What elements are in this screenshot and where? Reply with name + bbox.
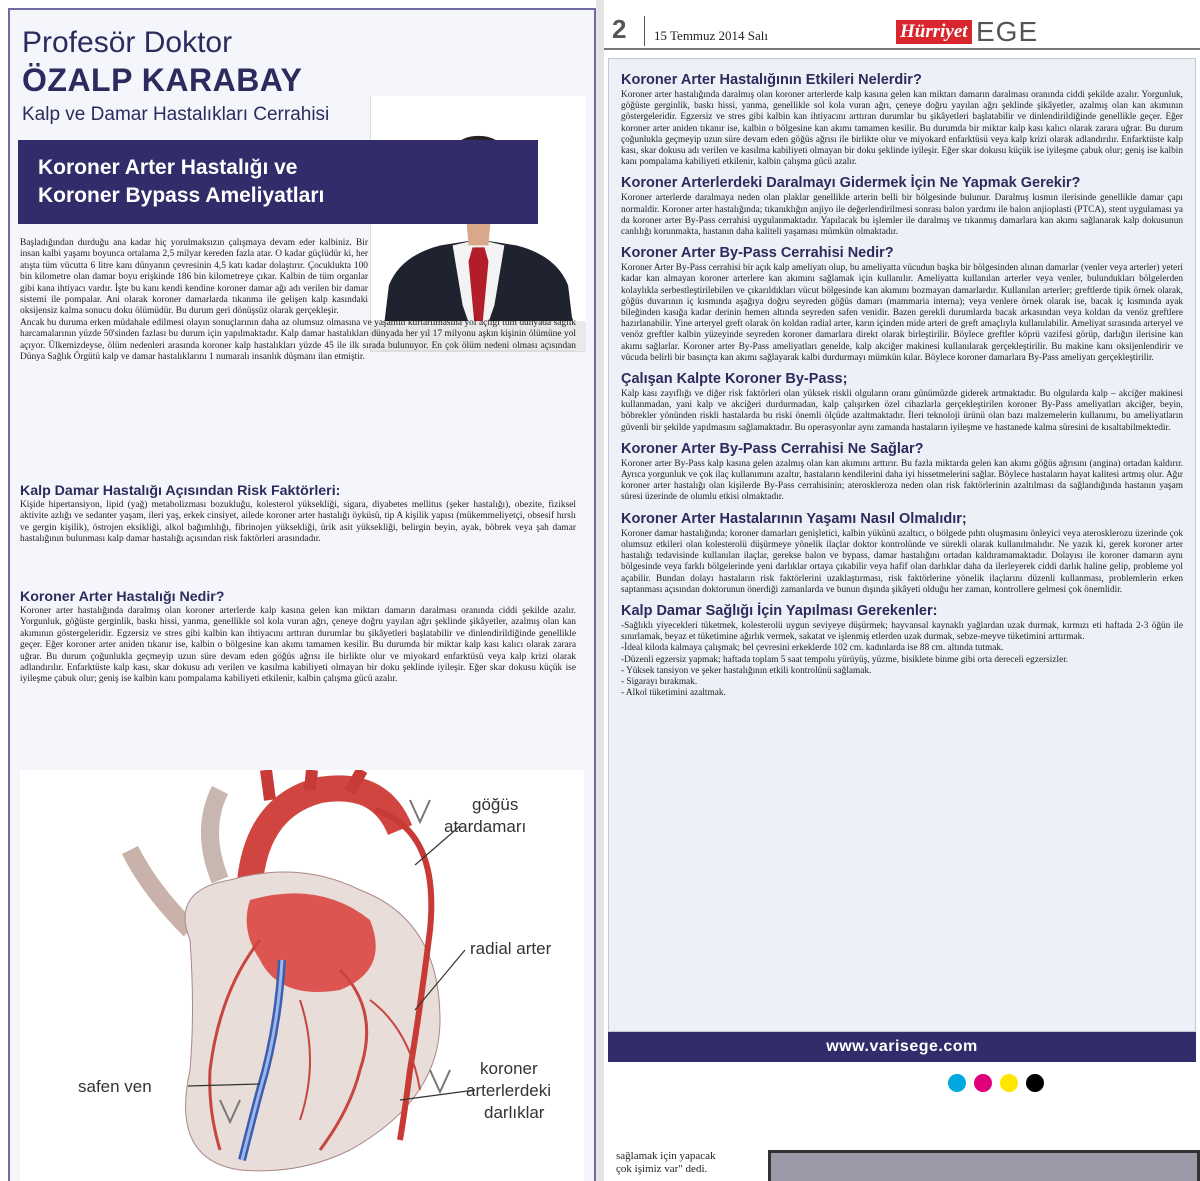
black-dot <box>1026 1074 1044 1092</box>
header-divider <box>644 16 645 46</box>
left-page <box>8 8 596 1181</box>
section-heading: Koroner Arter Hastalarının Yaşamı Nasıl Olmalıdır; <box>621 510 967 527</box>
risk-text: Kişide hipertansiyon, lipid (yağ) metabolizması bozukluğu, kolesterol yüksekliği, sigara, diyabetes mellitus (şeker hastalığı), obezite, fiziksel aktivite azlığı ve sedanter yaşam, ileri yaş, erkek cinsiyet, ailede koroner arter hastalığı öyküsü, tip A kişilik yapısı (mükemmeliyetçi, obsesif hırslı ve gergin kişilik), östrojen eksikliği, alkol bağımlılığı, fibrinojen yüksekliği, ürik asit yüksekliği, belirgin beyin, ayak, böbrek veya şah damar hastalığının bulunması kalp damar hastalığı açısından risk faktörleri arasındadır. <box>20 500 576 545</box>
risk-heading: Kalp Damar Hastalığı Açısından Risk Faktörleri: <box>20 483 341 499</box>
snippet-line-1: sağlamak için yapacak <box>616 1150 716 1162</box>
label-atardamari: atardamarı <box>444 817 527 836</box>
list-item: - Alkol tüketimini azaltmak. <box>621 688 726 699</box>
what-heading: Koroner Arter Hastalığı Nedir? <box>20 589 225 605</box>
section-heading: Koroner Arter Hastalığının Etkileri Nelerdir? <box>621 72 922 88</box>
yellow-dot <box>1000 1074 1018 1092</box>
author-name: ÖZALP KARABAY <box>22 62 303 98</box>
page-gutter <box>596 0 604 1181</box>
what-text: Koroner arter hastalığında daralmış olan koroner arterlerde kalp kasına gelen kan miktarı damarın daralması oranında ciddi şekilde azalır. Yorgunluk, göğüste gerginlik, baskı hissi, yanma, genellikle sol kola vuran ağrı, çeneye doğru yayılan ağrı şeklinde şikâyetler, azalmış olan kan akımının göstergeleridir. Egzersiz ve stres gibi kalbin kan ihtiyacını arttıran durumlar bu şikâyetleri başlatabilir ve dinlendirildiğinde genellikle geçer. Eğer koroner arter aniden tıkanır ise, kalbin o bölgesine kan akımı tamamen kesilir. Bu durumda bir miktar kalp kası kalıcı olarak zarara uğrar. Bu durum çoğunlukla geçmeyip uzun süre devam eden göğüs ağrısı ile birlikte olur ve miyokard enfarktüsü veya kalp krizi olarak adlandırılır. Enfarktüste kalp kası, skar dokusu adı verilen ve kasılma kabiliyeti olmayan bir doku şeklinde iyileşir. Eğer skar dokusu küçük ise iyileşme çabuk olur; geniş ise kalbin kanı pompalama kabiliyeti etkilenir, kalbin çalışma gücü azalır. <box>20 606 576 685</box>
heart-diagram <box>20 770 584 1181</box>
heart-illustration <box>20 770 584 1181</box>
magenta-dot <box>974 1074 992 1092</box>
section-heading: Koroner Arterlerdeki Daralmayı Gidermek İçin Ne Yapmak Gerekir? <box>621 175 1081 192</box>
brand-suffix: EGE <box>976 16 1039 47</box>
section-text: Koroner Arter By-Pass cerrahisi bir açık kalp ameliyatı olup, bu ameliyatta vücudun başka bir bölgesinden alınan damarlar (venler veya arterler) yeteri kadar kan almayan koroner arterlere kan akımını sağlamak için kullanılır. Ameliyatta kullanılan arterler veya venler, bulundukları bölgelerden kolaylıkla serbestleştirilebilen ve çıkarıldıkları vücut bölgesinde kan akımını bozmayan damarlardır. Kullanılan arterler; greftlerde tipik örnek olarak, göğüs duvarının iç kısmında aşağıya doğru seyreden göğüs damarı (mammaria interna); veya venlere örnek olarak ise, bacak iç kısmında ayak bileğinden kasığa kadar derinin hemen altında seyreden safen venidir. Bazen gerekli durumlarda bacak arkasından veya koldan da venöz greftlere hazırlanabilir. Yine arteryel greft olarak ön koldan radial arter, karın içinden mide arteri de greft amaçlıyla kullanılabilir. Ameliyat sırasında arteryel ve venöz greftler kalbin yüzeyinde seyreden koroner damarlara direkt olarak birleştirilir. Böylece greftler köprü vazifesi görüp, darlığın ilerisine kan akımı sağlarlar. Koroner arter By-Pass ameliyatları genelde, kalp akciğer makinesi kullanılarak gerçekleştirilir. Bu makine kanı oksijenlendirir ve vücuda belirli bir basınçta kan akımı sağlayarak kalbi durdurmayı mümkün kılar. Böylece koroner damarlara By-Pass ameliyatı gerçekleştirilir. <box>621 263 1183 363</box>
list-heading: Kalp Damar Sağlığı İçin Yapılması Gerekenler: <box>621 602 938 619</box>
article-title-line-2: Koroner Bypass Ameliyatları <box>38 184 325 207</box>
label-safen-ven: safen ven <box>78 1077 152 1096</box>
label-radial-arter: radial arter <box>470 939 552 958</box>
intro-paragraph-1: Başladığından durduğu ana kadar hiç yorulmaksızın çalışmaya devam eder kalbiniz. Bir insan kalbi yaşamı boyunca ortalama 2,5 milyar kereden fazla atar. O kadar güçlüdür ki, her atışta tüm vücutta 6 litre kanı dünyanın çevresinin 4,5 katı kadar dolaştırır. Çocuklukta 100 bin kilometre olan damar boyu erişkinde 186 bin kilometreye çıkar. Kalbin de tüm organlar gibi kana ihtiyacı vardır. İşte bu kanı kendi kendine koroner damar ağı adı verilen bir damar sistemi ile pompalar. Ani olarak koroner damarlarda tıkanma ile gelişen kalp kasındaki oksijensiz kalma sonucu doku ölümüdür. Bu durum geri dönüşsüz olarak gerçekleşir. <box>20 238 368 317</box>
section-heading: Çalışan Kalpte Koroner By-Pass; <box>621 371 848 388</box>
label-arterlerdeki: arterlerdeki <box>466 1081 552 1100</box>
list-item: -Sağlıklı yiyecekleri tüketmek, kolesterolü uygun seviyeye düşürmek; hayvansal kaynaklı yağlardan uzak durmak, kırmızı eti haftada 2-3 öğün ile sınırlamak, beyaz et tüketimine ağırlık vermek, sakatat ve işlenmiş etlerden uzak durmak, sebze-meyve tüketimini arttırmak. <box>621 620 1183 643</box>
list-item: -İdeal kiloda kalmaya çalışmak; bel çevresini erkeklerde 102 cm. kadınlarda ise 88 cm. altında tutmak. <box>621 643 1004 654</box>
brand-logo: Hürriyet <box>896 20 972 44</box>
article-title-line-1: Koroner Arter Hastalığı ve <box>38 156 298 179</box>
next-article-photo <box>768 1150 1200 1181</box>
intro-text <box>20 238 576 363</box>
next-article-snippet <box>616 1150 766 1176</box>
section-heading: Koroner Arter By-Pass Cerrahisi Ne Sağlar? <box>621 440 924 457</box>
author-role: Kalp ve Damar Hastalıkları Cerrahisi <box>22 104 330 125</box>
label-gogus: göğüs <box>472 795 519 814</box>
right-article <box>608 58 1196 1032</box>
label-darliklar: darlıklar <box>484 1103 545 1122</box>
issue-date: 15 Temmuz 2014 Salı <box>654 28 769 43</box>
newspaper-header <box>604 10 1200 50</box>
section-text: Koroner arter hastalığında daralmış olan koroner arterlerde kalp kasına gelen kan miktarı damarın daralması oranında ciddi şekilde azalır. Yorgunluk, göğüste gerginlik, baskı hissi, yanma, genellikle sol kola vuran ağrı, çeneye doğru yayılan ağrı şeklinde şikâyetler, azalmış olan kan akımının göstergeleridir. Egzersiz ve stres gibi kalbin kan ihtiyacını arttıran durumlar bu şikâyetleri başlatabilir ve dinlendirildiğinde genellikle geçer. Eğer koroner arter aniden tıkanır ise, kalbin o bölgesine kan akımı tamamen kesilir. Bu durumda bir miktar kalp kası kalıcı olarak zarara uğrar. Bu durum çoğunlukla geçmeyip uzun süre devam eden göğüs ağrısı ile birlikte olur ve miyokard enfarktüsü veya kalp krizi olarak adlandırılır. Enfarktüste kalp kası, skar dokusu adı verilen ve kasılma kabiliyeti olmayan bir doku şeklinde iyileşir. Eğer skar dokusu küçük ise iyileşme çabuk olur; geniş ise kalbin kanı pompalama kabiliyeti etkilenir, kalbin çalışma gücü azalır. <box>621 90 1183 168</box>
section-text: Kalp kası zayıflığı ve diğer risk faktörleri olan yüksek riskli olguların oranı günümüzde giderek artmaktadır. Bu olgularda kalp – akciğer makinesi kullanmadan, yani kalp ve akciğeri durdurmadan, kalp çalışırken özel cihazlarla gerçekleştirilen koroner By-Pass ameliyatları akciğer, beyin, böbrekler yönünden riskli hastalarda bu riski önemli ölçüde azaltmaktadır. İleri teknoloji ürünü olan bazı malzemelerin kullanımı, bu ameliyatların güvenli bir şekilde yapılmasını sağlamaktadır. Bu operasyonlar aynı zamanda hastaların iyileşme ve hastanede kalma süresini de kısaltabilmektedir. <box>621 389 1183 433</box>
snippet-line-2: çok işimiz var" dedi. <box>616 1163 708 1175</box>
right-page <box>604 0 1200 1181</box>
section-text: Koroner damar hastalığında; koroner damarları genişletici, kalbin yükünü azaltıcı, o bölgede pıhtı oluşmasını önleyici veya aterosklerozu üzerinde çok olumsuz etkileri olan kolesterolü düşürmeye yönelik ilaçlar doktor kontrolünde ve sürekli olarak kullanılmalıdır. Ne yazık ki, gerek koroner arter hastalığı tedavisinde kullanılan ilaçlar, gerekse balon ve bypass, damar hastalığını ortadan kaldıramamaktadır. Dolayısı ile koroner damarın aynı bölgesinde veya farklı bölgelerinde yeni darlıklar ortaya çıkabilir veya hafif olan darlıklar daha da ilerleyerek ciddi darlık haline gelip, probleme yol açabilir. Bundan dolayı hastaların risk faktörlerini uzaklaştırması, risk faktörlerine yönelik ilaçlarını düzenli kullanması, problemlerin erken saptanması açısından doktorunun önerdiği zamanlarda ve bunun dışında şikâyeti olduğu her zaman, kontrollere gelmesi çok önemlidir. <box>621 528 1183 595</box>
section-text: Koroner arterlerde daralmaya neden olan plaklar genellikle arterin belli bir bölgesinde bulunur. Daralmış kısmın ilerisinde genellikle damar çapı normaldir. Koroner arter hastalığında; tıkanıklığın anjiyo ile değerlendirilmesi sonrası balon yardımı ile balon anjioplasti (PTCA), stent uygulaması ya da koroner arter By-Pass cerrahisi uygulanmaktadır. Yapılacak bu işlemler ile daralmış ve tıkanmış damarlara kan akımı sağlanarak kalp dokusunun canlılığı korunmakta, hastanın daha kaliteli yaşaması mümkün olmaktadır. <box>621 193 1183 238</box>
author-title: Profesör Doktor <box>22 26 233 59</box>
cyan-dot <box>948 1074 966 1092</box>
article-title-box <box>18 140 538 224</box>
recommendation-list <box>621 621 1183 699</box>
website-url[interactable]: www.varisege.com <box>608 1032 1196 1062</box>
list-item: - Sigarayı bırakmak. <box>621 676 698 687</box>
what-section <box>20 584 576 686</box>
page-number: 2 <box>612 14 627 44</box>
risk-section <box>20 478 576 546</box>
label-koroner: koroner <box>480 1059 538 1078</box>
header-rule <box>604 48 1200 50</box>
section-text: Koroner arter By-Pass kalp kasına gelen azalmış olan kan akımını arttırır. Bu fazla miktarda gelen kan akımı göğüs ağrısını (angina) ortadan kaldırır. Ayrıca yorgunluk ve çok ilaç kullanımını azaltır, hastaların kendilerini daha iyi hissetmelerini sağlar. Böylece hastaların hayat kalitesi artmış olur. Ağır koroner arter hastalığı olan kişilerde By-Pass cerrahisinin; aterosklerozа neden olan risk faktörlerinin azaltılması da sağlandığında hastanın yaşam süresi üzerinde de olumlu etkisi olmaktadır. <box>621 458 1183 503</box>
cmyk-registration-marks <box>948 1074 1068 1094</box>
list-item: - Yüksek tansiyon ve şeker hastalığının etkili kontrolünü sağlamak. <box>621 665 872 676</box>
list-item: -Düzenli egzersiz yapmak; haftada toplam 5 saat tempolu yürüyüş, yüzme, bisiklete binme gibi orta dereceli egzersizler. <box>621 654 1069 665</box>
section-heading: Koroner Arter By-Pass Cerrahisi Nedir? <box>621 245 894 262</box>
intro-paragraph-2: Ancak bu duruma erken müdahale edilmesi olayın sonuçlarının daha az olumsuz olmasına ve yaşamın kurtarılmasına yol açtığı tüm dünyada sağlık harcamalarının yüzde 50'sinden fazlası bu durum için yapılmaktadır. Kalp damar hastalıkları dünyada her yıl 17 milyonu aşkın kişinin ölümüne yol açıyor. Ülkemizdeyse, ölüm nedenleri arasında koroner kalp hastalıkları yüzde 45 ile ilk sırada bulunuyor. En çok ölüm nedeni olması açısından Dünya Sağlık Örgütü kalp ve damar hastalıklarını 1 numaralı insanlık düşmanı ilan etmiştir. <box>20 317 576 363</box>
